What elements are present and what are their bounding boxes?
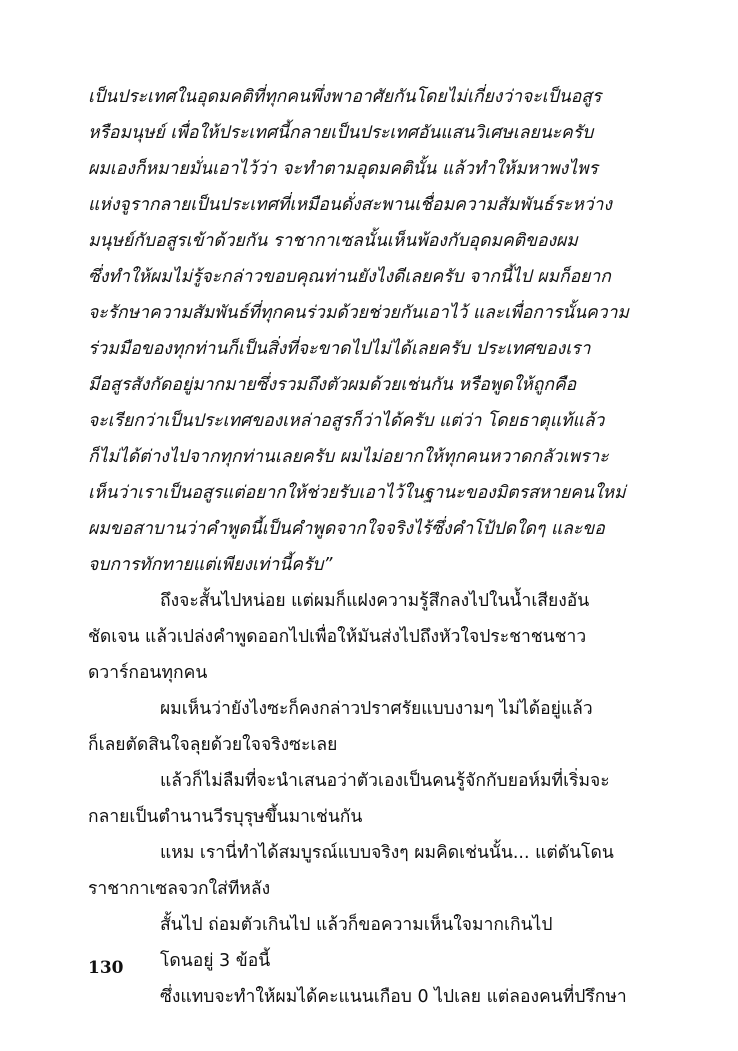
paragraph-line: ราชากาเซลจวกใส่ทีหลัง	[88, 879, 271, 899]
quote-line: เป็นประเทศในอุดมคติที่ทุกคนพึ่งพาอาศัยกันโดยไม่เกี่ยงว่าจะเป็นอสูร	[88, 87, 602, 107]
paragraph-line: ซึ่งแทบจะทำให้ผมได้คะแนนเกือบ 0 ไปเลย แต่ลองคนที่ปรึกษา	[160, 987, 627, 1007]
paragraph-line: ผมเห็นว่ายังไงซะก็คงกล่าวปราศรัยแบบงามๆ ไม่ได้อยู่แล้ว	[160, 699, 593, 719]
quote-line: มีอสูรสังกัดอยู่มากมายซึ่งรวมถึงตัวผมด้วยเช่นกัน หรือพูดให้ถูกคือ	[88, 375, 577, 395]
quote-line: ซึ่งทำให้ผมไม่รู้จะกล่าวขอบคุณท่านยังไงดีเลยครับ จากนี้ไป ผมก็อยาก	[88, 267, 611, 287]
paragraph-line: ชัดเจน แล้วเปล่งคำพูดออกไปเพื่อให้มันส่งไปถึงหัวใจประชาชนชาว	[88, 627, 587, 647]
paragraph-line: สั้นไป ถ่อมตัวเกินไป แล้วก็ขอความเห็นใจมากเกินไป	[160, 915, 553, 935]
paragraph-line: แหม เรานี่ทำได้สมบูรณ์แบบจริงๆ ผมคิดเช่นนั้น... แต่ดันโดน	[160, 843, 614, 863]
paragraph-line: โดนอยู่ 3 ข้อนี้	[160, 951, 271, 971]
paragraph-line: กลายเป็นตำนานวีรบุรุษขึ้นมาเช่นกัน	[88, 807, 363, 827]
quote-line: จะรักษาความสัมพันธ์ที่ทุกคนร่วมด้วยช่วยกันเอาไว้ และเพื่อการนั้นความ	[88, 303, 629, 323]
quote-line: จะเรียกว่าเป็นประเทศของเหล่าอสูรก็ว่าได้ครับ แต่ว่า โดยธาตุแท้แล้ว	[88, 411, 605, 431]
quote-line: เห็นว่าเราเป็นอสูรแต่อยากให้ช่วยรับเอาไว้ในฐานะของมิตรสหายคนใหม่	[88, 483, 626, 503]
paragraph-line: ถึงจะสั้นไปหน่อย แต่ผมก็แฝงความรู้สึกลงไปในน้ำเสียงอัน	[160, 591, 590, 611]
paragraph-line: แล้วก็ไม่ลืมที่จะนำเสนอว่าตัวเองเป็นคนรู้จักกับยอห์มที่เริ่มจะ	[160, 771, 610, 791]
quote-line: ร่วมมือของทุกท่านก็เป็นสิ่งที่จะขาดไปไม่ได้เลยครับ ประเทศของเรา	[88, 339, 591, 359]
quote-line: มนุษย์กับอสูรเข้าด้วยกัน ราชากาเซลนั้นเห็นพ้องกับอุดมคติของผม	[88, 231, 578, 251]
quote-line: จบการทักทายแต่เพียงเท่านี้ครับ”	[88, 555, 333, 575]
page-number: 130	[88, 958, 124, 978]
paragraph-line: ดวาร์กอนทุกคน	[88, 663, 208, 683]
quote-line: ผมขอสาบานว่าคำพูดนี้เป็นคำพูดจากใจจริงไร้ซึ่งคำโป้ปดใดๆ และขอ	[88, 519, 605, 539]
paragraph-line: ก็เลยตัดสินใจลุยด้วยใจจริงซะเลย	[88, 735, 338, 755]
quote-line: ก็ไม่ได้ต่างไปจากทุกท่านเลยครับ ผมไม่อยากให้ทุกคนหวาดกลัวเพราะ	[88, 447, 609, 467]
quote-line: ผมเองก็หมายมั่นเอาไว้ว่า จะทำตามอุดมคตินั้น แล้วทำให้มหาพงไพร	[88, 159, 598, 179]
quote-line: แห่งจูรากลายเป็นประเทศที่เหมือนดั่งสะพานเชื่อมความสัมพันธ์ระหว่าง	[88, 195, 612, 215]
quote-line: หรือมนุษย์ เพื่อให้ประเทศนี้กลายเป็นประเทศอันแสนวิเศษเลยนะครับ	[88, 123, 594, 143]
